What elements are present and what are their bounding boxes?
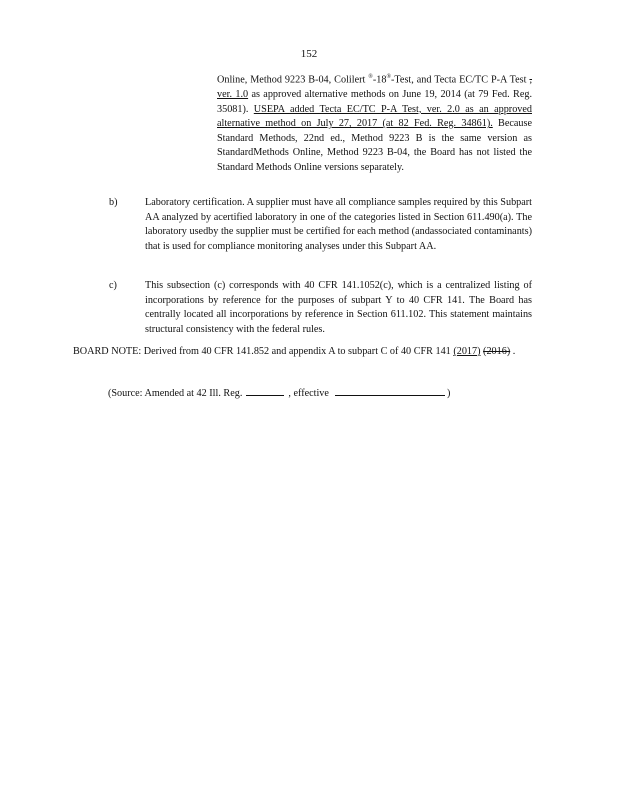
board-note [73, 345, 532, 360]
item-c-label: c) [109, 280, 117, 291]
continuation-text-1: Online, Method 9223 B-04, Colilert [217, 74, 366, 86]
source-close: ) [446, 388, 451, 399]
registered-mark: ® [368, 74, 373, 80]
item-c-text: This subsection (c) corresponds with 40 CFR 141.1052(c), which is a centralized listing of incorporations by reference for the purposes of subpart Y to 40 CFR 141. The Board has centrally located all incorporations by reference in Section 611.102. This statement maintains structural consistency with the federal rules. [145, 280, 532, 335]
board-note-text: BOARD NOTE: Derived from 40 CFR 141.852 and appendix A to subpart C of 40 CFR 141 [73, 346, 451, 357]
continuation-paragraph [217, 70, 532, 176]
page-number: 152 [300, 48, 318, 60]
continuation-text-2: -18 [372, 74, 387, 86]
board-note-struck-year: (2016) [483, 346, 511, 357]
board-note-inserted-year: (2017) [453, 346, 481, 357]
continuation-text-4: as approved alternative methods on June 19, 2014 (at 79 Fed. Reg. 35081). [217, 88, 532, 115]
board-note-end: . [512, 346, 516, 357]
continuation-text-3: -Test, and Tecta EC/TC P-A Test [391, 74, 527, 86]
source-note [108, 385, 450, 402]
source-open: (Source: Amended at 42 Ill. Reg. [108, 388, 243, 399]
registered-mark-2: ® [386, 74, 392, 80]
item-b-text: Laboratory certification. A supplier must have all compliance samples required by this Subpart AA analyzed by acertified laboratory in one of the categories listed in Section 611.490(a). The laboratory usedby the supplier must be certified for each method (andassociated contaminants) that is used for compliance monitoring analyses under this Subpart AA. [145, 197, 532, 252]
source-comma: , [288, 388, 291, 399]
register-blank [246, 385, 284, 396]
inserted-version: ver. 1.0 [217, 88, 249, 100]
continuation-text-5: Because Standard Methods, 22nd ed., Method 9223 B is the same version as StandardMethods Online, Method 9223 B-04, the Board has not listed the Standard Methods Online versions separately. [217, 118, 532, 173]
effective-date-blank [335, 385, 445, 396]
source-effective: effective [293, 388, 329, 399]
inserted-usepa-sentence: USEPA added Tecta EC/TC P-A Test, ver. 2.0 as an approved alternative method on July 27, 2017 (at 82 Fed. Reg. 34861). [217, 103, 532, 130]
struck-comma: , [529, 74, 533, 86]
item-b-label: b) [109, 197, 118, 208]
